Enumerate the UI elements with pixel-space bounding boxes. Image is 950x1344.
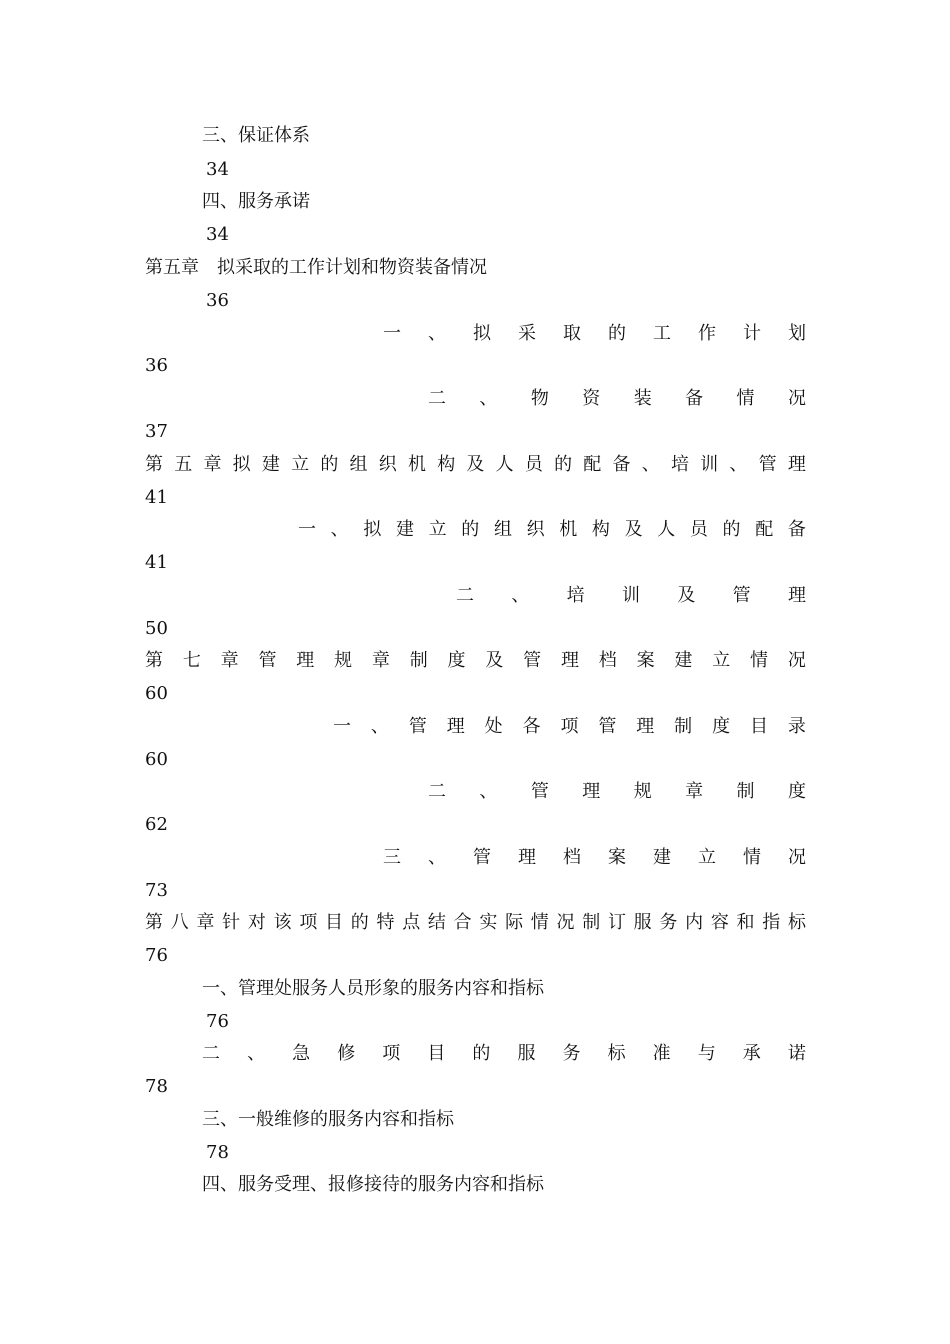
toc-chapter-text: 第 五 章 拟 建 立 的 组 织 机 构 及 人 员 的 配 备 、 培 训 、 管 理 [145,454,806,475]
toc-chapter-text: 第 七 章 管 理 规 章 制 度 及 管 理 档 案 建 立 情 况 [145,650,806,671]
toc-entry-page: 36 [145,355,168,376]
toc-entry-page: 50 [145,618,168,639]
toc-entry-text: 二 、 物 资 装 备 情 况 [428,388,806,409]
toc-entry-text: 三 、 管 理 档 案 建 立 情 况 [383,847,806,868]
toc-entry-page: 41 [145,487,168,508]
toc-entry-text: 二 、 管 理 规 章 制 度 [428,781,806,802]
toc-entry-text: 二 、 急 修 项 目 的 服 务 标 准 与 承 诺 [202,1043,806,1064]
toc-entry-page: 62 [145,814,168,835]
toc-entry-text: 三、一般维修的服务内容和指标 [202,1109,454,1130]
toc-entry-page: 34 [206,224,229,245]
toc-entry-text: 一 、 拟 采 取 的 工 作 计 划 [383,323,806,344]
toc-entry-text: 四、服务承诺 [202,191,310,212]
toc-entry-text: 四、服务受理、报修接待的服务内容和指标 [202,1174,544,1195]
toc-entry-text: 一 、 管 理 处 各 项 管 理 制 度 目 录 [333,716,806,737]
toc-entry-page: 76 [145,945,168,966]
toc-entry-text: 一 、 拟 建 立 的 组 织 机 构 及 人 员 的 配 备 [298,519,806,540]
toc-entry-page: 60 [145,683,168,704]
toc-entry-page: 76 [206,1011,229,1032]
toc-entry-page: 78 [206,1142,229,1163]
toc-entry-page: 34 [206,159,229,180]
toc-entry-page: 73 [145,880,168,901]
toc-entry-page: 36 [206,290,229,311]
toc-entry-page: 37 [145,421,168,442]
toc-entry-page: 41 [145,552,168,573]
toc-chapter-text: 第 八 章 针 对 该 项 目 的 特 点 结 合 实 际 情 况 制 订 服 务 内 容 和 指 标 [145,912,806,933]
toc-entry-text: 一、管理处服务人员形象的服务内容和指标 [202,978,544,999]
toc-entry-page: 60 [145,749,168,770]
toc-entry-text: 三、保证体系 [202,125,310,146]
toc-entry-page: 78 [145,1076,168,1097]
toc-chapter-text: 第五章 拟采取的工作计划和物资装备情况 [145,257,487,278]
toc-entry-text: 二 、 培 训 及 管 理 [456,585,806,606]
